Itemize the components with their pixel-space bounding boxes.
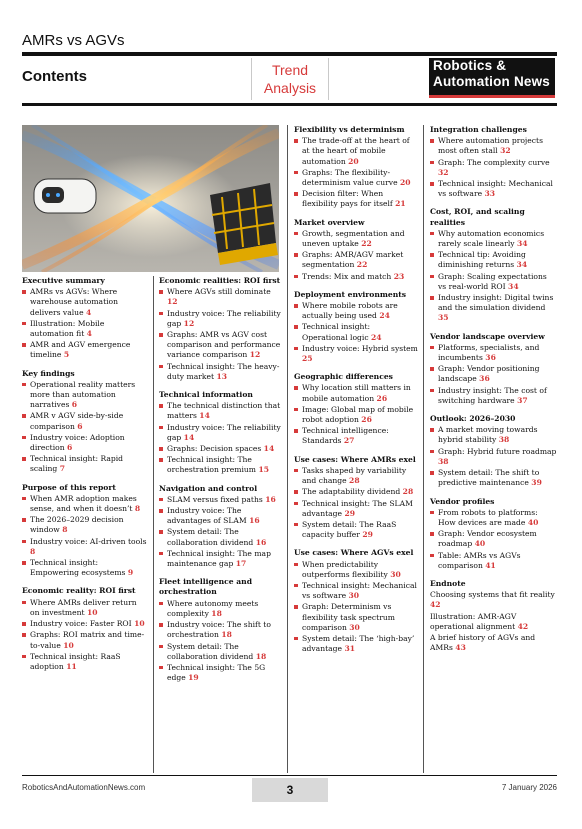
toc-entry-page: 5 <box>63 350 70 360</box>
toc-entry-page: 28 <box>402 487 414 497</box>
toc-entry[interactable] <box>22 494 148 514</box>
toc-entry[interactable] <box>22 287 148 318</box>
toc-entry[interactable] <box>159 620 283 640</box>
toc-entry-title: Graphs: Decision spaces <box>167 444 262 454</box>
toc-entry[interactable] <box>159 330 283 361</box>
toc-entry[interactable] <box>294 499 418 519</box>
section-heading: Market overview <box>294 217 365 227</box>
toc-entry-title: Graph: Vendor ecosystem roadmap <box>438 529 537 549</box>
toc-entry-page: 16 <box>265 494 276 504</box>
toc-entry[interactable] <box>294 487 418 497</box>
toc-entry-title: Where autonomy meets complexity <box>167 598 259 618</box>
running-title: AMRs vs AGVs <box>22 32 125 49</box>
toc-entry-title: Technical insight: RaaS adoption <box>30 651 121 671</box>
toc-entry[interactable] <box>294 136 418 167</box>
toc-entry[interactable] <box>22 652 148 672</box>
toc-entry-title: Illustration: AMR-AGV operational alignment <box>430 611 517 631</box>
contents-rule <box>22 103 557 106</box>
toc-entry-page: 18 <box>255 651 267 661</box>
toc-section <box>159 577 283 683</box>
toc-entry-title: Technical tip: Avoiding diminishing returns <box>438 250 526 270</box>
toc-entry-page: 28 <box>349 476 360 486</box>
toc-entry-title: System detail: The collaboration dividend <box>167 527 254 547</box>
section-heading: Navigation and control <box>159 483 258 493</box>
toc-entry[interactable] <box>159 444 283 454</box>
trend-line-1: Trend <box>271 62 309 78</box>
toc-entry[interactable] <box>430 590 557 610</box>
toc-section <box>430 414 557 488</box>
toc-entry-page: 14 <box>199 411 210 421</box>
toc-entry[interactable] <box>430 250 557 270</box>
toc-entry[interactable] <box>159 642 283 662</box>
section-heading: Integration challenges <box>430 125 527 134</box>
toc-entry-title: Technical insight: Operational logic <box>302 322 371 342</box>
toc-entry[interactable] <box>22 515 148 535</box>
toc-entry-page: 39 <box>531 478 542 488</box>
toc-entry-title: When AMR adoption makes sense, and when it doesn’t <box>30 493 137 514</box>
toc-entry[interactable] <box>294 520 418 540</box>
toc-entry-title: System detail: The RaaS capacity buffer <box>302 519 397 540</box>
toc-entry-page: 8 <box>30 546 36 556</box>
toc-entry-title: AMR and AGV emergence timeline <box>30 340 131 360</box>
toc-entry-title: Industry voice: Faster ROI <box>30 619 132 629</box>
toc-section <box>159 484 283 570</box>
toc-entry[interactable] <box>22 619 148 629</box>
toc-entry-page: 29 <box>362 530 373 540</box>
toc-entry[interactable] <box>22 537 148 557</box>
toc-entry[interactable] <box>294 301 418 321</box>
toc-entry-page: 41 <box>485 560 496 570</box>
toc-entry[interactable] <box>159 309 283 329</box>
toc-entry-title: From robots to platforms: How devices are made <box>438 507 538 527</box>
toc-section <box>22 369 148 475</box>
toc-entry-page: 19 <box>188 673 199 683</box>
toc-entry-title: Industry voice: AI-driven tools <box>30 536 147 546</box>
toc-entry-title: The technical distinction that matters <box>167 401 281 421</box>
toc-entry-title: System detail: The shift to predictive maintenance <box>438 468 540 488</box>
column-divider <box>423 125 424 773</box>
toc-section <box>430 125 557 199</box>
toc-entry-page: 22 <box>361 239 372 249</box>
toc-column-3 <box>294 125 418 662</box>
toc-entry-page: 14 <box>263 444 275 454</box>
toc-entry-page: 26 <box>376 393 388 403</box>
toc-entry-title: Technical insight: The orchestration premium <box>167 455 257 475</box>
toc-entry-page: 38 <box>438 456 449 466</box>
toc-entry[interactable] <box>159 362 283 382</box>
section-heading: Use cases: Where AMRs exel <box>294 454 416 464</box>
logo-accent-bar <box>429 95 555 98</box>
toc-entry-title: Graphs: The flexibility-determinism value curve <box>302 167 398 188</box>
toc-entry-title: Industry voice: The reliability gap <box>167 308 281 328</box>
toc-entry[interactable] <box>430 136 557 156</box>
toc-section <box>22 483 148 579</box>
toc-section <box>294 218 418 282</box>
toc-section <box>22 276 148 361</box>
toc-entry[interactable] <box>294 168 418 188</box>
toc-entry-title: Graphs: AMR vs AGV cost comparison and performance variance comparison <box>167 330 281 360</box>
section-heading: Flexibility vs determinism <box>294 125 405 134</box>
toc-entry-page: 43 <box>455 643 466 653</box>
toc-entry[interactable] <box>159 287 283 307</box>
toc-entry-title: Technical insight: Mechanical vs software <box>302 580 417 601</box>
toc-entry-title: AMRs vs AGVs: Where warehouse automation delivers value <box>30 287 119 317</box>
toc-entry-page: 42 <box>517 621 529 631</box>
toc-entry[interactable] <box>430 447 557 467</box>
toc-entry[interactable] <box>430 293 557 324</box>
toc-entry-page: 35 <box>438 313 449 323</box>
toc-entry-title: Choosing systems that fit reality <box>430 590 555 600</box>
toc-entry[interactable] <box>294 272 418 282</box>
toc-entry[interactable] <box>22 380 148 411</box>
toc-section <box>294 290 418 364</box>
toc-entry-page: 10 <box>134 619 145 629</box>
toc-entry[interactable] <box>22 340 148 360</box>
toc-entry-page: 33 <box>484 189 496 199</box>
toc-entry[interactable] <box>22 319 148 339</box>
section-heading: Economic realities: ROI first <box>159 276 281 285</box>
section-heading: Executive summary <box>22 276 105 285</box>
toc-section <box>22 586 148 672</box>
toc-entry[interactable] <box>159 527 283 547</box>
toc-entry[interactable] <box>22 433 148 453</box>
toc-entry-page: 23 <box>393 271 405 281</box>
toc-entry-page: 42 <box>430 600 441 610</box>
toc-entry[interactable] <box>294 426 418 446</box>
toc-section <box>430 579 557 653</box>
toc-entry-title: A market moving towards hybrid stability <box>438 425 538 445</box>
toc-entry[interactable] <box>430 179 557 199</box>
toc-entry-page: 31 <box>344 644 356 654</box>
toc-section <box>294 455 418 541</box>
toc-entry-title: Why location still matters in mobile automation <box>302 383 411 403</box>
toc-entry-title: Industry voice: Adoption direction <box>30 432 125 453</box>
toc-entry-title: Industry voice: The advantages of SLAM <box>167 506 247 526</box>
toc-entry[interactable] <box>22 454 148 474</box>
toc-entry-page: 11 <box>66 661 77 671</box>
toc-entry-page: 30 <box>390 569 401 579</box>
section-heading: Geographic differences <box>294 372 393 382</box>
section-heading: Purpose of this report <box>22 482 116 492</box>
toc-entry-title: Image: Global map of mobile robot adoption <box>302 404 414 425</box>
toc-entry[interactable] <box>430 229 557 249</box>
toc-entry-title: SLAM versus fixed paths <box>167 494 263 504</box>
toc-column-2 <box>159 276 283 691</box>
toc-entry-page: 36 <box>485 353 496 363</box>
toc-entry-page: 10 <box>87 607 98 617</box>
toc-entry-page: 21 <box>395 199 406 209</box>
toc-section <box>294 548 418 654</box>
toc-entry[interactable] <box>294 560 418 580</box>
toc-entry[interactable] <box>22 411 148 431</box>
toc-entry-page: 6 <box>77 421 83 431</box>
toc-entry[interactable] <box>430 425 557 445</box>
toc-entry-page: 36 <box>479 374 490 384</box>
footer-date: 7 January 2026 <box>501 783 557 792</box>
toc-entry-title: Technical insight: The 5G edge <box>167 662 266 683</box>
toc-entry[interactable] <box>294 634 418 654</box>
toc-entry-page: 8 <box>62 525 68 535</box>
toc-entry-title: Technical insight: Mechanical vs software <box>438 179 553 199</box>
toc-entry-title: Industry voice: The reliability gap <box>167 422 281 442</box>
toc-entry-page: 29 <box>344 508 356 518</box>
toc-entry-title: Where mobile robots are actually being used <box>302 301 398 321</box>
toc-entry-title: Technical insight: The heavy-duty market <box>167 361 280 381</box>
toc-section <box>159 390 283 476</box>
toc-entry-page: 24 <box>371 332 382 342</box>
section-heading: Cost, ROI, and scaling realities <box>430 207 525 227</box>
toc-entry[interactable] <box>294 344 418 364</box>
toc-entry-title: Industry voice: The shift to orchestration <box>167 620 271 640</box>
toc-entry-page: 14 <box>183 432 195 442</box>
toc-entry-page: 40 <box>474 539 486 549</box>
toc-entry[interactable] <box>294 383 418 403</box>
toc-entry-title: Industry insight: The cost of switching hardware <box>438 385 547 405</box>
robots-light-trails-photo <box>22 125 279 272</box>
toc-entry-page: 4 <box>86 307 92 317</box>
toc-entry[interactable] <box>294 229 418 249</box>
toc-entry[interactable] <box>159 663 283 683</box>
logo-line-2: Automation News <box>433 74 551 89</box>
toc-entry-title: Why automation economics rarely scale linearly <box>438 228 545 249</box>
toc-entry-title: AMR v AGV side-by-side comparison <box>30 411 124 431</box>
toc-entry[interactable] <box>430 364 557 384</box>
toc-entry[interactable] <box>294 250 418 270</box>
toc-entry-title: System detail: The ‘high-bay’ advantage <box>302 633 415 654</box>
toc-section <box>430 207 557 323</box>
toc-entry-title: Technical intelligence: Standards <box>302 426 389 446</box>
toc-column-1 <box>22 276 148 680</box>
toc-column-4 <box>430 125 557 661</box>
logo-line-1: Robotics & <box>433 58 507 73</box>
section-heading: Technical information <box>159 390 253 400</box>
amr-robot-icon <box>34 179 96 213</box>
toc-entry-title: Graph: Hybrid future roadmap <box>438 446 557 456</box>
toc-entry-page: 4 <box>86 329 92 339</box>
section-heading: Deployment environments <box>294 289 407 299</box>
toc-entry-page: 15 <box>258 465 270 475</box>
toc-entry-page: 8 <box>134 504 141 514</box>
section-heading: Economic reality: ROI first <box>22 586 136 596</box>
section-heading: Vendor profiles <box>430 496 495 506</box>
toc-entry[interactable] <box>22 598 148 618</box>
toc-entry-title: The adaptability dividend <box>302 487 401 497</box>
toc-section <box>159 276 283 382</box>
toc-entry-page: 13 <box>216 371 228 381</box>
contents-heading: Contents <box>22 68 87 85</box>
section-heading: Key findings <box>22 368 75 378</box>
toc-section <box>430 497 557 571</box>
toc-entry[interactable] <box>159 599 283 619</box>
toc-entry-title: When predictability outperforms flexibility <box>302 559 388 579</box>
toc-entry[interactable] <box>430 272 557 292</box>
toc-entry-page: 34 <box>516 239 528 249</box>
trend-analysis-label <box>251 58 329 100</box>
toc-entry[interactable] <box>430 551 557 571</box>
toc-entry-title: System detail: The collaboration dividend <box>167 641 254 661</box>
toc-entry-page: 26 <box>361 415 372 425</box>
toc-entry-title: Decision filter: When flexibility pays for itself <box>302 189 393 209</box>
footer-rule <box>22 775 557 776</box>
toc-entry-page: 9 <box>127 568 134 578</box>
toc-entry[interactable] <box>430 468 557 488</box>
toc-entry[interactable] <box>159 549 283 569</box>
toc-entry[interactable] <box>22 558 148 578</box>
toc-entry[interactable] <box>294 189 418 209</box>
footer-website: RoboticsAndAutomationNews.com <box>22 783 146 792</box>
toc-entry-page: 30 <box>348 591 360 601</box>
toc-entry-title: Technical insight: Empowering ecosystems <box>30 558 126 578</box>
agv-robot-icon <box>210 183 278 265</box>
toc-entry-title: Operational reality matters more than automation narratives <box>30 379 136 410</box>
toc-entry-page: 20 <box>400 178 411 188</box>
toc-entry[interactable] <box>294 405 418 425</box>
toc-entry[interactable] <box>159 401 283 421</box>
toc-entry-title: Illustration: Mobile automation fit <box>30 318 105 339</box>
toc-entry-title: The 2026–2029 decision window <box>30 515 124 535</box>
toc-entry[interactable] <box>430 508 557 528</box>
header-rule <box>22 52 557 56</box>
toc-entry-title: A brief history of AGVs and AMRs <box>430 632 536 653</box>
toc-entry-page: 34 <box>508 281 519 291</box>
toc-entry-page: 17 <box>235 559 247 569</box>
toc-entry-page: 32 <box>500 146 511 156</box>
section-heading: Outlook: 2026–2030 <box>430 414 516 424</box>
toc-entry-page: 7 <box>59 464 66 474</box>
toc-entry-page: 34 <box>516 260 528 270</box>
toc-entry-page: 18 <box>211 608 222 618</box>
toc-entry-page: 24 <box>379 311 390 321</box>
toc-entry[interactable] <box>430 633 557 653</box>
toc-entry-title: The trade-off at the heart of at the heart of mobile automation <box>302 136 410 166</box>
toc-entry[interactable] <box>430 529 557 549</box>
toc-entry-page: 6 <box>67 443 73 453</box>
toc-entry[interactable] <box>430 343 557 363</box>
toc-entry-page: 37 <box>517 395 528 405</box>
toc-entry-page: 32 <box>438 167 449 177</box>
toc-section <box>294 372 418 446</box>
toc-entry-page: 40 <box>527 517 539 527</box>
toc-entry[interactable] <box>430 158 557 178</box>
toc-entry-title: Trends: Mix and match <box>302 271 392 281</box>
column-divider <box>287 125 288 773</box>
toc-entry-page: 16 <box>255 537 267 547</box>
toc-entry-title: Industry voice: Hybrid system <box>302 343 418 353</box>
toc-entry-page: 27 <box>343 436 355 446</box>
section-heading: Endnote <box>430 578 466 588</box>
toc-entry-title: Table: AMRs vs AGVs comparison <box>438 550 521 570</box>
toc-entry-page: 20 <box>348 156 359 166</box>
toc-entry[interactable] <box>294 466 418 486</box>
section-heading: Vendor landscape overview <box>430 331 545 341</box>
toc-entry-title: Technical insight: The SLAM advantage <box>302 498 413 518</box>
toc-entry[interactable] <box>159 423 283 443</box>
section-heading: Fleet intelligence and orchestration <box>159 577 253 597</box>
section-heading: Use cases: Where AGVs exel <box>294 548 414 558</box>
toc-entry-title: Technical insight: The map maintenance gap <box>167 548 271 569</box>
toc-entry-title: Graph: The complexity curve <box>438 157 550 167</box>
toc-entry-page: 25 <box>302 354 313 364</box>
toc-entry-title: Where automation projects most often stall <box>438 136 543 156</box>
toc-entry-title: Industry insight: Digital twins and the simulation dividend <box>438 293 554 313</box>
toc-entry-page: 12 <box>249 350 261 360</box>
toc-entry-page: 16 <box>249 516 260 526</box>
toc-entry-page: 22 <box>356 260 368 270</box>
toc-entry-title: Graph: Scaling expectations vs real-world ROI <box>438 271 547 291</box>
toc-entry-title: Graphs: ROI matrix and time-to-value <box>30 630 145 650</box>
page-number: 3 <box>252 778 328 802</box>
toc-entry-title: Technical insight: Rapid scaling <box>30 454 124 474</box>
brand-logo <box>429 58 555 98</box>
toc-entry[interactable] <box>294 322 418 342</box>
toc-entry-page: 38 <box>498 435 510 445</box>
toc-entry[interactable] <box>294 602 418 633</box>
toc-entry-title: Tasks shaped by variability and change <box>302 465 407 486</box>
toc-entry[interactable] <box>430 386 557 406</box>
column-divider <box>153 276 154 773</box>
toc-section <box>294 125 418 210</box>
toc-entry-title: Growth, segmentation and uneven uptake <box>302 228 405 249</box>
toc-entry[interactable] <box>159 495 283 505</box>
toc-entry-title: Graph: Determinism vs flexibility task spectrum comparison <box>302 602 395 632</box>
toc-entry-page: 18 <box>221 630 232 640</box>
toc-entry-title: Graphs: AMR/AGV market segmentation <box>302 250 404 270</box>
toc-entry-title: Graph: Vendor positioning landscape <box>438 364 540 384</box>
toc-entry[interactable] <box>22 630 148 650</box>
toc-entry-page: 12 <box>183 318 195 328</box>
toc-section <box>430 332 557 406</box>
toc-entry[interactable] <box>159 506 283 526</box>
trend-line-2: Analysis <box>263 80 317 96</box>
toc-entry-title: Where AMRs deliver return on investment <box>30 597 137 617</box>
toc-entry-title: Platforms, specialists, and incumbents <box>438 342 540 363</box>
toc-entry[interactable] <box>294 581 418 601</box>
toc-entry-page: 10 <box>63 640 74 650</box>
toc-entry-title: Where AGVs still dominate <box>167 287 271 297</box>
toc-entry-page: 6 <box>71 400 78 410</box>
toc-entry[interactable] <box>159 455 283 475</box>
toc-entry-page: 30 <box>349 622 360 632</box>
toc-entry[interactable] <box>430 612 557 632</box>
toc-entry-page: 12 <box>167 297 178 307</box>
